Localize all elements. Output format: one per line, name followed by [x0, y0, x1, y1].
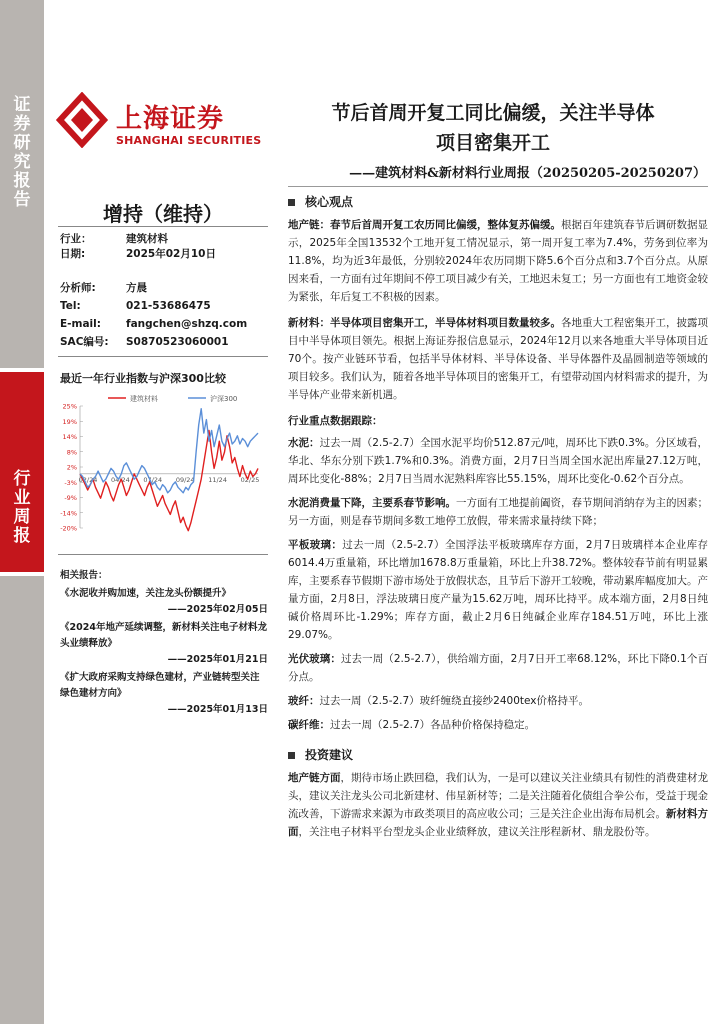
related-heading: 相关报告： [60, 570, 108, 581]
square-bullet-icon [288, 199, 295, 206]
y-tick-label: -3% [64, 478, 77, 487]
report-title [278, 98, 708, 158]
date-label: 日期: [60, 248, 86, 260]
para-cement-demand: 水泥消费量下降，主要系春节影响。一方面有工地提前阖资，春节期间消纳存为主的因素；另一方面，则是春节期间多数工地停工放假，带来需求量持续下降； [288, 497, 708, 527]
divider [58, 356, 268, 357]
sidebar-bottom-band [0, 576, 44, 1024]
divider [288, 186, 708, 187]
email-label: E-mail: [60, 318, 101, 330]
brand-logo [56, 92, 108, 152]
legend-label: 沪深300 [210, 395, 238, 403]
related-item-date: ——2025年01月21日 [167, 654, 268, 665]
para-new-materials: 新材料：半导体项目密集开工，半导体材料项目数量较多。各地重大工程密集开工，披露项目中半导体项目领先。根据上海证券报信息显示，2024年12月以来各地重大半导体项目近70个。按产业链环节看，包括半导体材料、半导体设备、半导体器件及晶圆制造等领域的项目较多。我们认为，随着各地半导体项目的密集开工，有望带动国内材料需求的提升，为半导体产业带来新机遇。 [288, 317, 708, 401]
chart-svg [58, 390, 270, 540]
legend-label: 建筑材料 [130, 395, 158, 403]
square-bullet-icon [288, 752, 295, 759]
y-tick-label: -20% [60, 524, 77, 533]
email-value[interactable]: fangchen@shzq.com [126, 318, 248, 330]
rating: 增持（维持） [103, 202, 223, 226]
main-content [288, 186, 708, 841]
analyst-value: 方晨 [126, 282, 147, 294]
sac-value: S0870523060001 [126, 336, 229, 348]
tracking-title: 行业重点数据跟踪： [288, 415, 383, 427]
para-flat-glass: 平板玻璃：过去一周（2.5-2.7）全国浮法平板玻璃库存方面，2月7日玻璃样本企业库存6014.4万重量箱，环比增加1678.8万重量箱，环比上升38.72%。整体较春节前有明显累库，主要系春节假期下游市场处于放假状态，且节后下游开工较晚，带动累库幅度加大。产量方面，2月8日，浮法玻璃日度产量为15.62万吨，周环比持平。成本端方面，2月8日纯碱价格周环比-1.29%；库存方面，截止2月6日纯碱企业库存184.51万吨，环比上涨29.07%。 [288, 539, 709, 641]
y-tick-label: 14% [62, 433, 77, 441]
y-tick-label: 2% [66, 463, 77, 472]
related-reports [60, 568, 268, 718]
analyst-label: 分析师: [60, 282, 96, 294]
x-tick-label: 07/24 [143, 475, 163, 484]
y-tick-label: -9% [64, 494, 77, 502]
analyst-block [60, 281, 280, 350]
para-investment: 地产链方面，期待市场止跌回稳，我们认为，一是可以建议关注业绩具有韧性的消费建材龙头，建议关注龙头公司北新建材、伟星新材等；二是关注随着化债组合拳公布，受益于现金流改善，下游需求来源为市政类项目的高应收公司；三是关注企业出海布局机会。新材料方面，关注电子材料平台型龙头企业业绩释放，建议关注彤程新材、鼎龙股份等。 [288, 772, 708, 838]
related-item-date: ——2025年02月05日 [167, 604, 268, 615]
brand-name-cn: 上海证券 [116, 104, 225, 134]
divider [58, 554, 268, 555]
sidebar-top-band [0, 0, 44, 368]
related-item-title[interactable]: 《2024年地产延续调整，新材料关注电子材料龙头业绩释放》 [60, 622, 267, 649]
sidebar-category-band [0, 372, 44, 572]
report-type-vertical: 证券研究报告 [13, 95, 31, 210]
x-tick-label: 02/24 [78, 475, 98, 484]
series-line [80, 409, 258, 493]
x-tick-label: 04/24 [111, 475, 130, 484]
x-tick-label: 11/24 [208, 475, 227, 484]
tel-label: Tel: [60, 300, 81, 312]
category-vertical: 行业周报 [13, 469, 31, 546]
related-item-date: ——2025年01月13日 [167, 704, 268, 715]
invest-heading: 投资建议 [288, 746, 708, 763]
title-line-1: 节后首周开复工同比偏缓，关注半导体 [331, 102, 655, 124]
sac-label: SAC编号: [60, 336, 109, 348]
date-value: 2025年02月10日 [126, 248, 216, 260]
meta-block [60, 232, 270, 262]
related-item-title[interactable]: 《扩大政府采购支持绿色建材，产业链转型关注绿色建材方向》 [60, 672, 260, 699]
para-carbon-fiber: 碳纤维：过去一周（2.5-2.7）各品种价格保持稳定。 [288, 719, 536, 731]
para-real-estate: 地产链：春节后首周开复工农历同比偏缓，整体复苏偏缓。根据百年建筑春节后调研数据显示，2025年全国13532个工地开复工情况显示，第一周开复工率为7.4%，劳务到位率为11.8%，均为近3年最低，分别较2024年农历同期下降5.6个百分点和3.7个百分点。从原因来看，一方面有过年期间不停工项目减少有关，工地迟未复工；另一方面也有工地资金较为紧张，年后复工不积极的因素。 [288, 219, 708, 303]
para-pv-glass: 光伏玻璃：过去一周（2.5-2.7），供给端方面，2月7日开工率68.12%，环比下降0.1个百分点。 [288, 653, 709, 683]
y-tick-label: 25% [62, 402, 77, 411]
y-tick-label: -14% [60, 509, 77, 518]
para-glass-fiber: 玻纤：过去一周（2.5-2.7）玻纤缠绕直接纱2400tex价格持平。 [288, 695, 590, 707]
related-item-title[interactable]: 《水泥收并购加速，关注龙头份额提升》 [60, 588, 232, 599]
divider [58, 226, 268, 227]
para-cement: 水泥：过去一周（2.5-2.7）全国水泥平均价512.87元/吨，周环比下跌0.3%。分区域看，华北、华东分别下跌1.7%和0.3%。消费方面，2月7日当周全国水泥出库量27.12万吨，周环比变化-88%；2月7日当周水泥熟料库容比55.15%，周环比变化-0.62个百分点。 [288, 437, 708, 485]
y-tick-label: 19% [62, 417, 77, 426]
brand-name-en: SHANGHAI SECURITIES [116, 134, 262, 147]
series-line [80, 430, 258, 530]
x-tick-label: 09/24 [175, 475, 195, 484]
core-heading: 核心观点 [288, 193, 708, 210]
y-tick-label: 8% [66, 448, 77, 457]
tel-value: 021-53686475 [126, 300, 211, 312]
industry-value: 建筑材料 [126, 233, 168, 245]
chart-title: 最近一年行业指数与沪深300比较 [60, 372, 226, 385]
industry-label: 行业： [60, 233, 92, 245]
report-subtitle: ——建筑材料&新材料行业周报（20250205-20250207） [349, 166, 706, 181]
title-line-2: 项目密集开工 [435, 132, 550, 154]
index-comparison-chart [58, 390, 270, 544]
logo-emblem-icon [56, 92, 108, 148]
x-tick-label: 02/25 [240, 475, 260, 484]
